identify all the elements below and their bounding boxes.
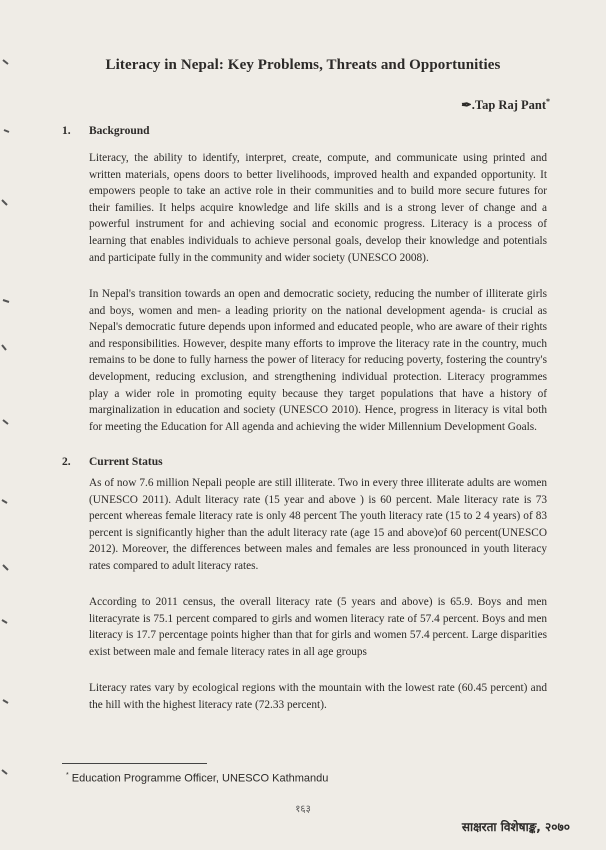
- paragraph: Literacy, the ability to identify, interpret, create, compute, and communicate using printed and written materials, opens doors to better livelihoods, improved health and expanded opportunity. It empowers people to take an active role in their communities and to build more secure futures for their families. It helps acquire knowledge and life skills and is a strong lever of change and a powerful instrument for and achieving social and economic progress. Literacy is a process of learning that enables individuals to achieve personal goals, develop their knowledge and potentials and participate fully in the community and wider society (UNESCO 2008).: [89, 152, 547, 264]
- paragraph: Literacy rates vary by ecological regions with the mountain with the lowest rate (60.45 percent) and the hill with the highest literacy rate (72.33 percent).: [89, 682, 547, 711]
- paragraph: According to 2011 census, the overall literacy rate (5 years and above) is 65.9. Boys and men literacyrate is 75.1 percent compared to girls and women literacy rate of 57.4 percent. Boys and men literacy is 17.7 percentage points higher than that for girls and women 57.4 percent. Large disparities exist between male and female literacy rates in all age groups: [89, 596, 547, 658]
- author-name: .Tap Raj Pant: [471, 98, 546, 113]
- journal-footer: साक्षरता विशेषाङ्क, २०७०: [461, 820, 570, 834]
- binding-edge-marks: [0, 0, 18, 850]
- document-title: Literacy in Nepal: Key Problems, Threats and Opportunities: [105, 57, 501, 73]
- page-number: १६३: [295, 804, 311, 815]
- footnote: [66, 772, 328, 785]
- section-number: 2.: [62, 456, 71, 468]
- section-heading-background: Background: [89, 125, 150, 137]
- paragraph: As of now 7.6 million Nepali people are still illiterate. Two in every three illiterate adults are women (UNESCO 2011). Adult literacy rate (15 year and above ) is 60 percent. Male literacy rate is 73 percent whereas female literacy rate is only 48 percent The youth literacy rate (15 to 2 4 years) of 83 percent is significantly higher than the adult literacy rate (age 15 and above)of 60 percent(UNESCO 2012). Moreover, the differences between males and females are less pronounced in youth literacy rates compared to adult literacy rates.: [89, 477, 547, 572]
- section-heading-current-status: Current Status: [89, 456, 163, 468]
- pen-icon: ✒: [461, 98, 472, 113]
- author-line: [461, 97, 550, 113]
- footnote-divider: [62, 763, 207, 764]
- footnote-mark: *: [66, 772, 69, 779]
- paragraph: In Nepal's transition towards an open and democratic society, reducing the number of illiterate girls and boys, women and men- a leading priority on the national development agenda- is crucial as Nepal's democratic future depends upon informed and educated people, who are aware of their rights and responsibilities. However, despite many efforts to improve the literacy rate in the country, much remains to be done to fully harness the power of literacy for reducing poverty, fostering the country's development, reducing exclusion, and strengthening individual protection. Literacy programmes play a wider role in promoting equity because they target populations that have a history of marginalization in education and society (UNESCO 2010). Hence, progress in literacy is vital both for meeting the Education for All agenda and achieving the wider Millennium Development Goals.: [89, 288, 547, 433]
- footnote-text: Education Programme Officer, UNESCO Kathmandu: [71, 772, 329, 785]
- author-footnote-mark: *: [546, 97, 550, 106]
- section-number: 1.: [62, 125, 71, 137]
